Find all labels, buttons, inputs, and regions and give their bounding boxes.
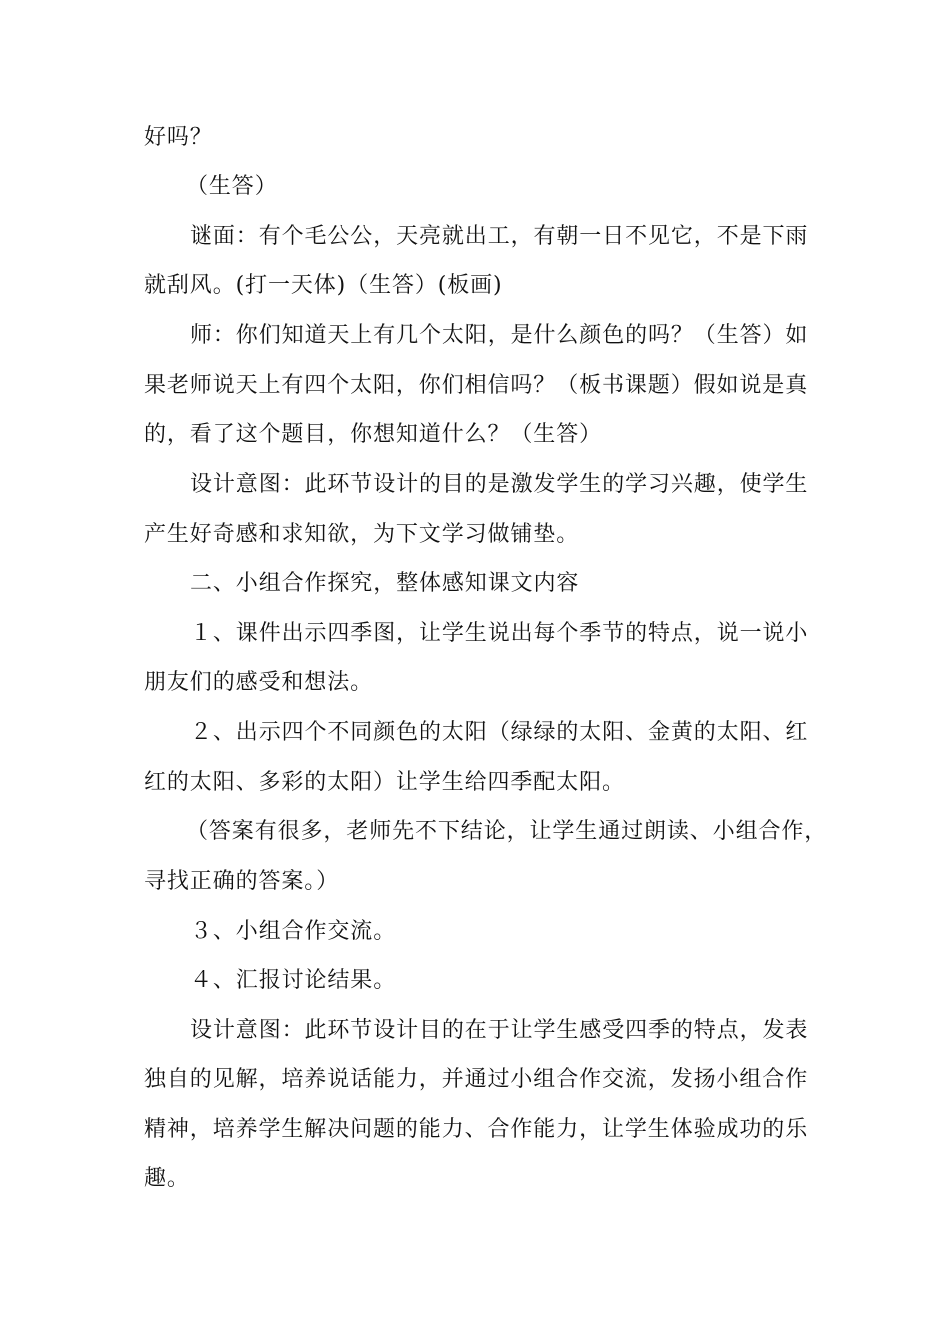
- text-line-13: ２、出示四个不同颜色的太阳（绿绿的太阳、金黄的太阳、红: [190, 720, 809, 745]
- text-line-8: 设计意图：此环节设计的目的是激发学生的学习兴趣，使学生: [190, 472, 809, 497]
- section-heading: 二、小组合作探究，整体感知课文内容: [190, 571, 580, 596]
- text-line-19: 设计意图：此环节设计目的在于让学生感受四季的特点，发表: [190, 1018, 809, 1043]
- text-line-14: 红的太阳、多彩的太阳）让学生给四季配太阳。: [144, 770, 625, 795]
- text-line-20: 独自的见解，培养说话能力，并通过小组合作交流，发扬小组合作: [144, 1067, 809, 1092]
- text-line-7: 的，看了这个题目，你想知道什么？（生答）: [144, 422, 603, 447]
- text-line-9: 产生好奇感和求知欲，为下文学习做铺垫。: [144, 522, 580, 547]
- text-line-12: 朋友们的感受和想法。: [144, 670, 374, 695]
- text-line-1: 好吗？: [144, 125, 213, 150]
- text-line-4: 就刮风。(打一天体)（生答）(板画): [144, 273, 503, 298]
- text-line-11: １、课件出示四季图，让学生说出每个季节的特点，说一说小: [190, 621, 809, 646]
- text-line-5: 师：你们知道天上有几个太阳，是什么颜色的吗？（生答）如: [190, 323, 809, 348]
- text-line-2: （生答）: [186, 174, 278, 199]
- text-line-21: 精神，培养学生解决问题的能力、合作能力，让学生体验成功的乐: [144, 1117, 809, 1142]
- text-line-17: ３、小组合作交流。: [190, 919, 397, 944]
- text-line-15: （答案有很多，老师先不下结论，让学生通过朗读、小组合作，: [186, 819, 828, 844]
- text-line-16: 寻找正确的答案。）: [144, 869, 340, 894]
- text-line-18: ４、汇报讨论结果。: [190, 968, 397, 993]
- text-line-22: 趣。: [144, 1166, 190, 1191]
- text-line-6: 果老师说天上有四个太阳，你们相信吗？（板书课题）假如说是真: [144, 373, 809, 398]
- text-line-3: 谜面：有个毛公公，天亮就出工，有朝一日不见它，不是下雨: [190, 224, 809, 249]
